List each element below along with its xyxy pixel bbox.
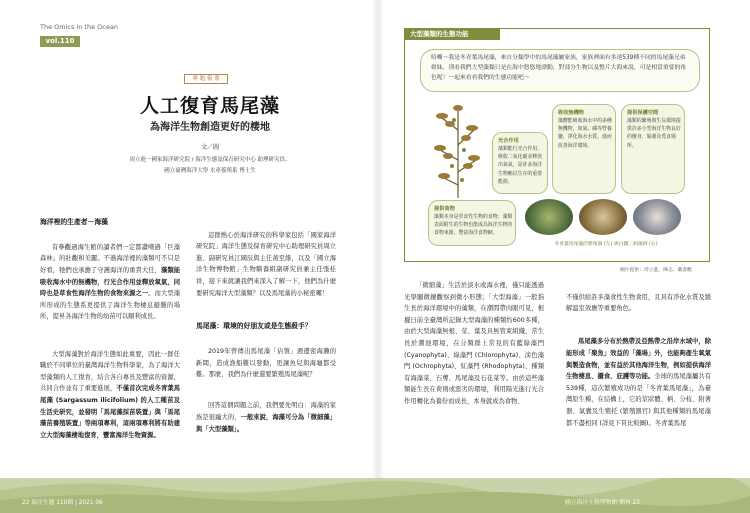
panel-title: 提供保護空間 <box>627 110 659 116</box>
text-run: 。而大型藻所形成的生態系更提供了海洋生物棲息避難的場所，提昇各海洋生物的幼苗可以順利成長。 <box>40 290 181 321</box>
emphasis-text: 馬尾藻多分布於熱帶及亞熱帶之沿岸水域中，除能形成「聚魚」效益的「藻場」外，也能夠產生氧氣與製造食物，並有益於其他海洋生物，例如提供海洋生物棲息、攝食、庇護等功能。 <box>566 338 711 381</box>
column-4 <box>566 280 711 441</box>
panel-title: 吸收無機物 <box>558 110 584 116</box>
paragraph <box>40 242 180 323</box>
panel-photosynthesis <box>492 132 548 194</box>
author-affiliation: 國立臺灣海洋大學 水產養殖系 博士生 <box>164 168 256 174</box>
sargassum-illustration <box>428 100 488 200</box>
photo-reproductive <box>524 198 574 236</box>
article-title: 人工復育馬尾藻 <box>139 95 280 117</box>
text-run: 全球的馬尾藻屬共有539種，這次繁殖成功的是「冬青葉馬尾藻」，為臺灣原生種，在結構上，它的莖狀體、柄、分枝、附著器、氣囊及生殖托 (繁殖器官) 與其他種類的馬尾藻都不盡相同 (詳見下頁比較圖)。冬青葉馬尾 <box>566 373 711 427</box>
figure-intro-bubble: 哈囉～我是冬青葉馬尾藻，來自分類學中的馬尾藻屬家族，家族裡面有多達539種不同的馬尾藻兄弟姐妹，別看我們大型藻類只是在海中悠悠地漂動，對部分生物以及整片大海來說，可是相當重要的角色呢！一起來看看我們的生態功能吧～ <box>420 49 700 92</box>
section-heading: 海洋裡的生產者－海藻 <box>40 217 108 226</box>
paragraph: 不僅供給許多藻食性生物食用，且具有淨化水質及緩解溫室效應等重要角色。 <box>566 293 711 313</box>
emphasis-text: 不僅首次完成冬青葉馬尾藻 (Sargassum ilicifolium) 的人工種苗及生活史研究，並發明「馬尾藻採苗裝置」與「馬尾藻苗養殖裝置」等兩項專利，這兩項專利將有助建立大型海藻棲地復育，豐富海洋生物資源。 <box>40 385 181 439</box>
panel-absorb-inorganic <box>552 104 616 194</box>
column-3: 「微細藻」生活於淡水或海水裡，僅只能透過光學顯微鏡觀察到微小形態；「大型海藻」一般指生長於海洋環境中的藻類，在潮間帶肉眼可見，根據日前全臺灣所記錄大型海藻的種類約600多種，由於大型海藻無根、莖、葉及具無管束組織，常生長於潮池環境，在分類群上常見的有藍綠藻門 (Cyanophyta)、綠藻門 (Chlorophyta)、淡色藻門 (Ochrophyta)、紅藻門 (Rhodophyta)、種類有海藻菜、石蓴、馬尾藻及石花菜等。由於這些藻類能生長在荷則或惡劣的環境，利用陽光進行光合作用轉化為養份而成長，本身就成為食物、 <box>404 282 544 405</box>
paragraph: 這群熱心於海洋研究的科學家包括「國家海洋研究院」海洋生態及保育研究中心助理研究員周立進、副研究員江國辰與主任黃至維，以及「國立海洋生物博物館」生物馴養組副研究員兼主任張桂祥，接下來就讓我們來深入了解一下，他們為什麼要研究海洋大型藻類？以及馬尾藻的小秘密囉！ <box>196 231 336 297</box>
journal-name: The Omics in the Ocean <box>40 23 118 31</box>
panel-text: 藻類的繁殖與生長環境提供許多小型海洋生物良好的棲身、躲避及覓食場所。 <box>627 118 681 149</box>
author-affiliation: 周立進一國家海洋研究院 / 海洋生態及保育研究中心 助理研究員、 <box>129 157 291 163</box>
footer-left-page-info: 22 海洋生態 110期 | 2021.06 <box>22 500 103 506</box>
panel-title: 提供食物 <box>434 206 455 212</box>
panel-text: 藻體能吸收海水中的多種無機物，如氮、磷等營養鹽，淨化海水水質，進而改善海洋環境。 <box>558 118 612 149</box>
panel-shelter <box>621 104 685 194</box>
photo-caption: 冬青葉馬尾藻的繁殖器 (左) 與白鐵三刺藻鉤 (右) <box>554 242 658 247</box>
footer-wave-decoration <box>0 478 750 513</box>
column-1 <box>40 205 180 453</box>
panel-text: 藻類本身是草食性生物的食物；藻類表面附生的生物也能成為海洋生物的食物來源，豐富海洋食物網。 <box>434 214 513 237</box>
panel-title: 光合作用 <box>498 138 519 144</box>
text-run: 大型海藻對於海洋生態如此重要，因此一群任職於不同單位的臺灣海洋生物科學家，為了海洋大型藻類的人工復育，結合各自專長及豐富的資源，共同合作並有了重要進展， <box>40 350 180 393</box>
footer-right-page-info: 國立海洋生物博物館 期刊 23 <box>565 500 640 506</box>
photo-hooks <box>632 198 682 236</box>
section-heading: 馬尾藻：環境的好朋友或是生態殺手？ <box>196 321 312 330</box>
column-2 <box>196 218 336 447</box>
panel-food <box>428 200 516 246</box>
photo-sargassum <box>578 198 628 236</box>
emphasis-text: 一般來說，海藻可分為「微細藻」與「大型藻類」。 <box>196 413 337 433</box>
volume-badge: vol.110 <box>40 36 80 47</box>
page-footer <box>0 478 750 513</box>
paragraph <box>196 400 336 435</box>
panel-text: 藻類能行光合作用，吸收二氧化碳並釋放出氧氣，是許多海洋生物賴以生存的重要能源。 <box>498 146 543 185</box>
emphasis-text: 藻類能吸收海水中的無機物，行光合作用並釋放氧氣，同時也是草食性海洋生物的食物來源之一 <box>40 266 181 298</box>
figure-title: 大型藻類的生態功能 <box>404 28 500 40</box>
author-line: 文／圖 <box>200 144 219 151</box>
paragraph <box>40 349 180 442</box>
page-gutter <box>372 0 384 478</box>
paragraph <box>566 336 711 429</box>
text-run: 回答這個問題之前，我們要先明白：海藻的家族是很龐大的， <box>196 402 336 421</box>
article-subtitle: 為海洋生物創造更好的棲地 <box>150 122 270 133</box>
text-run: 有參觀過海生館的讀者們一定都讚嘆過「巨藻森林」的壯觀和美麗。不過海洋裡的藻類可不只是好看，牠們也承擔了守護海洋的重責大任， <box>40 243 180 274</box>
section-badge: 專 題 報 導 <box>184 74 228 84</box>
figure-credit: 圖片提供：周立進、陳志、戴書歡 <box>620 268 692 273</box>
paragraph: 2019年曾傳出馬尾藻「佔領」週邊密海灘的新聞，造成漁船難以發動，更讓魚兒與海龜都受難。那麼，我們為什麼還要繁殖馬尾藻呢？ <box>196 347 336 379</box>
